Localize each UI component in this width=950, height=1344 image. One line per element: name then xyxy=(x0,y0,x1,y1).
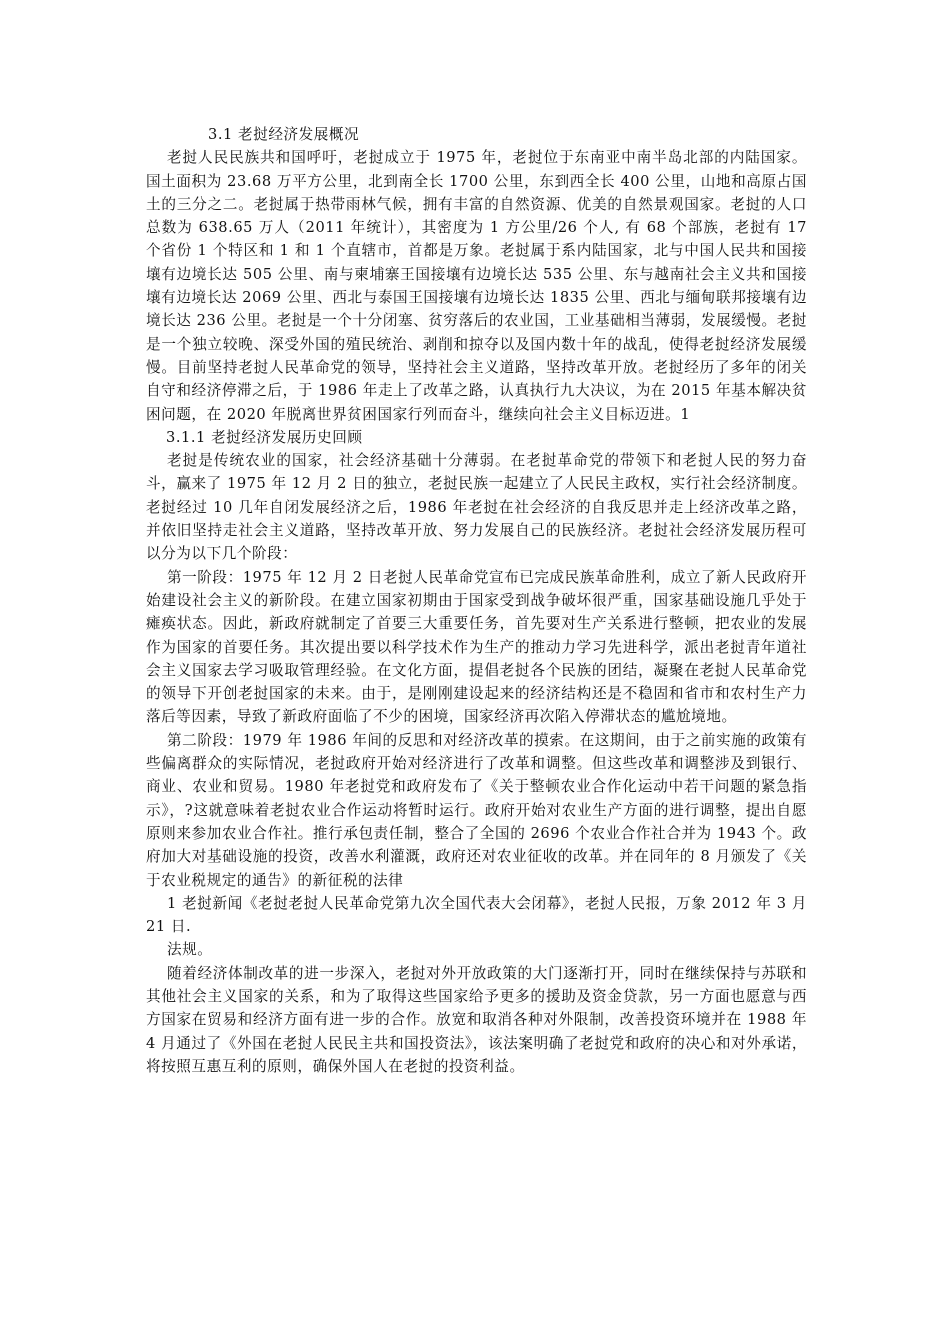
section-title: 3.1 老挝经济发展概况 xyxy=(208,126,360,143)
paragraph-history-intro: 老挝是传统农业的国家，社会经济基础十分薄弱。在老挝革命党的带领下和老挝人民的努力奋斗，赢来了 1975 年 12 月 2 日的独立，老挝民族一起建立了人民民主政权，实行社会经济制度。老挝经过 10 几年自闭发展经济之后，1986 年老挝在社会经济的自我反思并走上经济改革之路，并依旧坚持走社会主义道路，坚持改革开放、努力发展自己的民族经济。老挝社会经济发展历程可以分为以下几个阶段： xyxy=(146,452,807,563)
paragraph-continuation: 法规。 xyxy=(167,941,213,959)
paragraph-stage-one: 第一阶段：1975 年 12 月 2 日老挝人民革命党宣布已完成民族革命胜利，成立了新人民政府开始建设社会主义的新阶段。在建立国家初期由于国家受到战争破坏很严重，国家基础设施几乎处于瘫痪状态。因此，新政府就制定了首要三大重要任务，首先要对生产关系进行整顿，把农业的发展作为国家的首要任务。其次提出要以科学技术作为生产的推动力学习先进科学，派出老挝青年道社会主义国家去学习吸取管理经验。在文化方面，提倡老挝各个民族的团结，凝聚在老挝人民革命党的领导下开创老挝国家的未来。由于，是刚刚建设起来的经济结构还是不稳固和省市和农村生产力落后等因素，导致了新政府面临了不少的困境，国家经济再次陷入停滞状态的尴尬境地。 xyxy=(146,568,807,726)
paragraph-stage-two: 第二阶段：1979 年 1986 年间的反思和对经济改革的摸索。在这期间，由于之前实施的政策有些偏离群众的实际情况，老挝政府开始对经济进行了改革和调整。但这些改革和调整涉及到银行、商业、农业和贸易。1980 年老挝党和政府发布了《关于整顿农业合作化运动中若干问题的紧急指示》，?这就意味着老挝农业合作运动将暂时运行。政府开始对农业生产方面的进行调整，提出自愿原则来参加农业合作社。推行承包责任制，整合了全国的 2696 个农业合作社合并为 1943 个。政府加大对基础设施的投资，改善水利灌溉，政府还对农业征收的改革。并在同年的 8 月颁发了《关于农业税规定的通告》的新征税的法律 xyxy=(146,731,807,889)
subsection-title: 3.1.1 老挝经济发展历史回顾 xyxy=(166,428,363,446)
paragraph-opening-up: 随着经济体制改革的进一步深入，老挝对外开放政策的大门逐渐打开，同时在继续保持与苏联和其他社会主义国家的关系，和为了取得这些国家给予更多的援助及资金贷款，另一方面也愿意与西方国家在贸易和经济方面有进一步的合作。放宽和取消各种对外限制，改善投资环境并在 1988 年 4 月通过了《外国在老挝人民民主共和国投资法》，该法案明确了老挝党和政府的决心和对外承诺，将按照互惠互利的原则，确保外国人在老挝的投资利益。 xyxy=(146,964,807,1075)
footnote: 1 老挝新闻《老挝老挝人民革命党第九次全国代表大会闭幕》，老挝人民报，万象 2012 年 3 月 21 日. xyxy=(146,894,807,936)
paragraph-overview: 老挝人民民族共和国呼吁，老挝成立于 1975 年，老挝位于东南亚中南半岛北部的内陆国家。国土面积为 23.68 万平方公里，北到南全长 1700 公里，东到西全长 400 公里，山地和高原占国土的三分之二。老挝属于热带雨林气候，拥有丰富的自然资源、优美的自然景观国家。老挝的人口总数为 638.65 万人（2011 年统计），其密度为 1 方公里/26 个人, 有 68 个部族，老挝有 17 个省份 1 个特区和 1 和 1 个直辖市，首都是万象。老挝属于系内陆国家，北与中国人民共和国接壤有边境长达 505 公里、南与柬埔寨王国接壤有边境长达 535 公里、东与越南社会主义共和国接壤有边境长达 2069 公里、西北与泰国王国接壤有边境长达 1835 公里、西北与缅甸联邦接壤有边境长达 236 公里。老挝是一个十分闭塞、贫穷落后的农业国，工业基础相当薄弱，发展缓慢。老挝是一个独立较晚、深受外国的殖民统治、剥削和掠夺以及国内数十年的战乱，使得老挝经济发展缓慢。目前坚持老挝人民革命党的领导，坚持社会主义道路，坚持改革开放。老挝经历了多年的闭关自守和经济停滞之后，于 1986 年走上了改革之路，认真执行九大决议，为在 2015 年基本解决贫困问题，在 2020 年脱离世界贫困国家行列而奋斗，继续向社会主义目标迈进。1 xyxy=(146,149,807,423)
